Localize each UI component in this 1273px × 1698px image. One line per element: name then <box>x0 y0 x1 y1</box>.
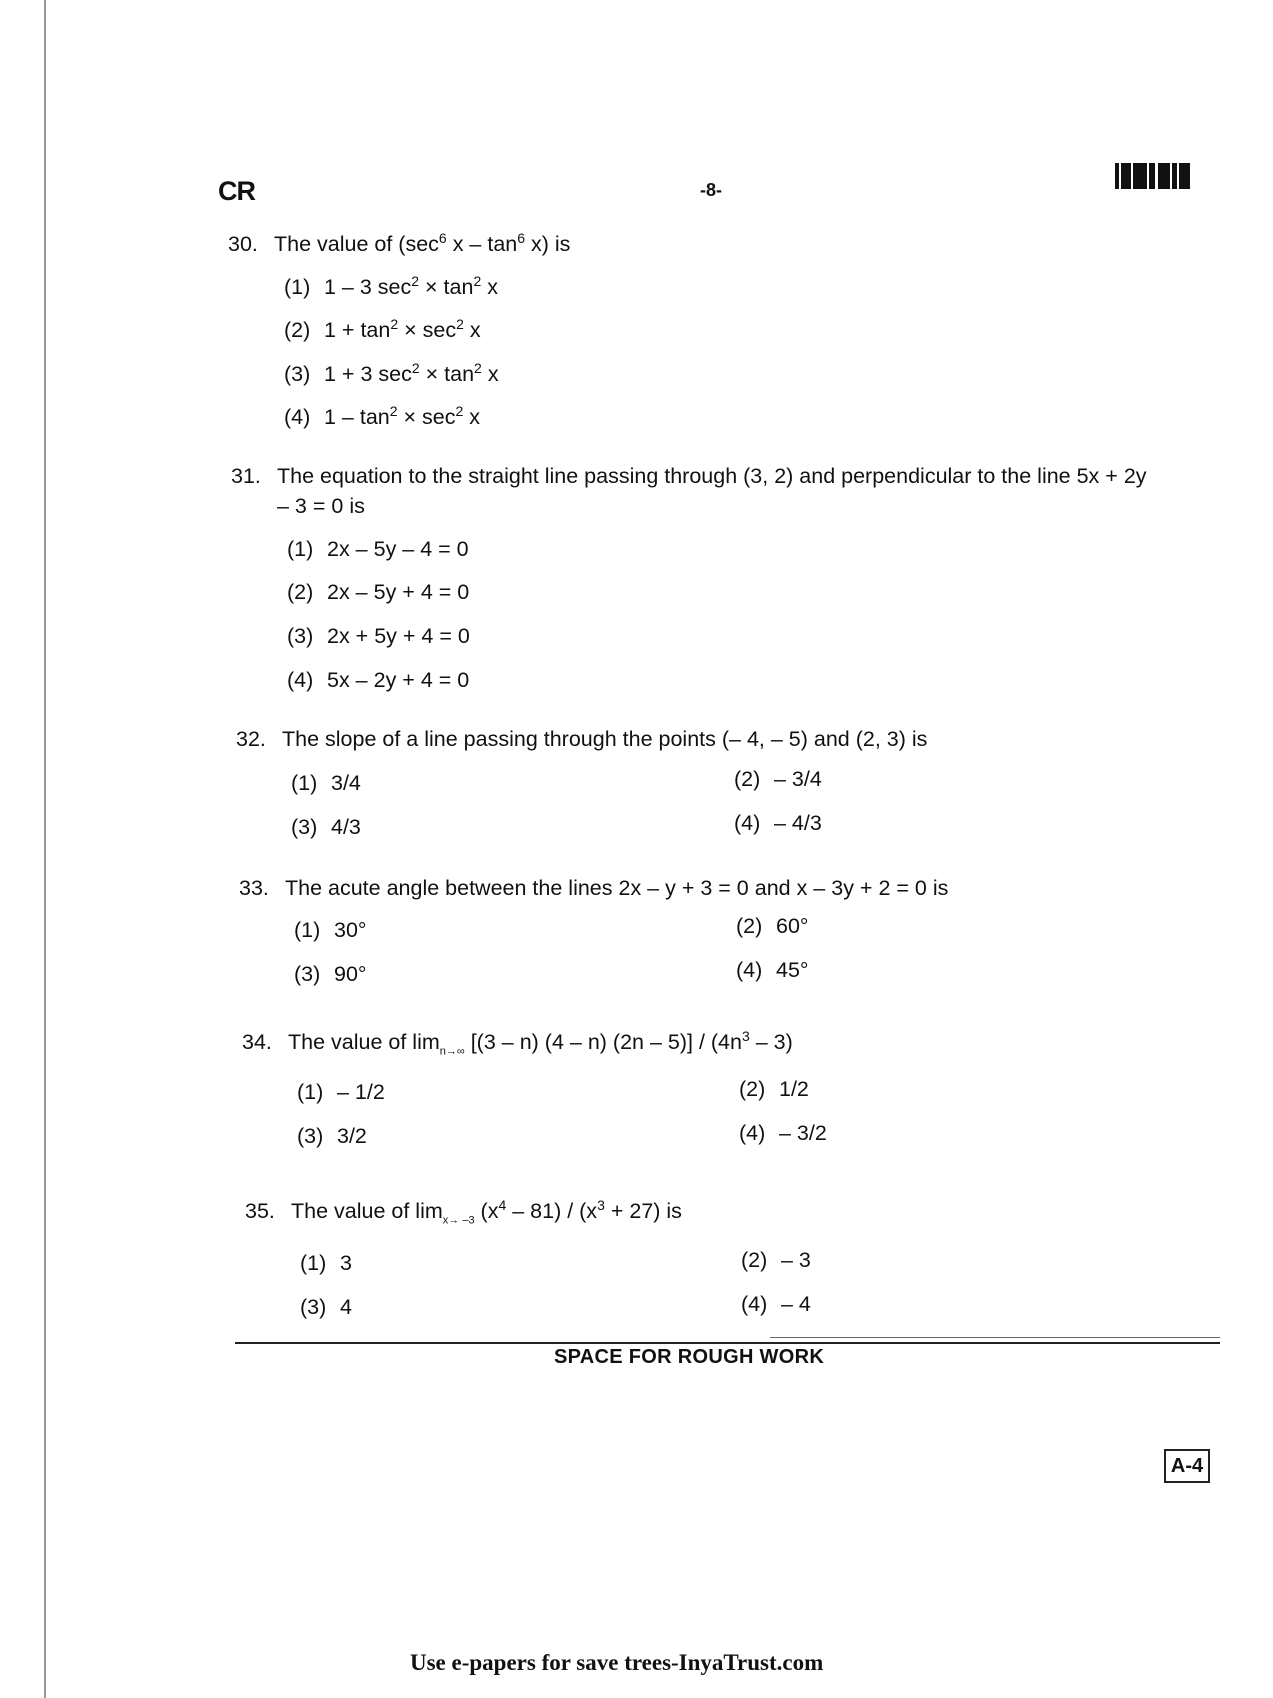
question-30 <box>228 229 1188 259</box>
option: (2) – 3/4 <box>734 767 822 791</box>
option: (1) 30° <box>294 918 367 942</box>
rough-work-heading: SPACE FOR ROUGH WORK <box>554 1346 825 1368</box>
question-stem: The equation to the straight line passing through (3, 2) and perpendicular to the line 5x + 2y – 3 = 0 is <box>277 464 1147 518</box>
option: (2) 2x – 5y + 4 = 0 <box>287 580 470 604</box>
option: (4) – 3/2 <box>739 1121 827 1145</box>
question-number: 33. <box>239 876 269 900</box>
page-tag: A-4 <box>1164 1449 1210 1483</box>
option: (1) 2x – 5y – 4 = 0 <box>287 537 469 561</box>
option: (1) 1 – 3 $\sec^2 \times \tan^2 x$ <box>284 272 498 299</box>
option: (2) 60° <box>736 914 809 938</box>
question-number: 34. <box>242 1030 272 1054</box>
option: (3) 2x + 5y + 4 = 0 <box>287 624 470 648</box>
page-code: CR <box>218 176 255 206</box>
option: (1) – 1/2 <box>297 1080 385 1104</box>
option: (2) 1/2 <box>739 1077 809 1101</box>
option: (4) 5x – 2y + 4 = 0 <box>287 668 470 692</box>
question-number: 35. <box>245 1199 275 1223</box>
question-35 <box>245 1196 1205 1226</box>
question-number: 31. <box>231 464 261 488</box>
option: (3) 4 <box>300 1295 352 1319</box>
footer-text: Use e-papers for save trees-InyaTrust.com <box>410 1650 824 1675</box>
option: (1) 3 <box>300 1251 352 1275</box>
question-33 <box>239 873 1199 903</box>
question-32 <box>236 724 1196 754</box>
option: (2) $1 + \tan^2 \times \sec^2 x$ <box>284 315 481 342</box>
barcode-mark <box>1115 163 1190 189</box>
option: (3) 4/3 <box>291 815 361 839</box>
question-number: 30. <box>228 232 258 256</box>
divider <box>235 1342 1220 1344</box>
option: (4) – 4/3 <box>734 811 822 835</box>
question-stem: The slope of a line passing through the points (– 4, – 5) and (2, 3) is <box>282 727 928 751</box>
option: (3) 3/2 <box>297 1124 367 1148</box>
question-stem: The value of $\lim_{x\to -3} (x^4 - 81) / (x^3 + 27)$ is <box>291 1196 682 1227</box>
question-number: 32. <box>236 727 266 751</box>
binding-edge <box>44 0 46 1698</box>
option: (4) $1 - \tan^2 \times \sec^2 x$ <box>284 402 481 429</box>
option: (1) 3/4 <box>291 771 361 795</box>
option: (3) 1 + 3 $\sec^2 \times \tan^2 x$ <box>284 359 499 386</box>
divider <box>770 1337 1220 1338</box>
option: (3) 90° <box>294 962 367 986</box>
option: (4) – 4 <box>741 1292 811 1316</box>
question-34 <box>242 1027 1202 1057</box>
page-number: -8- <box>700 180 722 200</box>
option: (2) – 3 <box>741 1248 811 1272</box>
question-stem: The acute angle between the lines 2x – y + 3 = 0 and x – 3y + 2 = 0 is <box>285 876 949 900</box>
question-31 <box>231 461 1161 521</box>
question-stem: The value of $\lim_{n\to\infty} [(3 - n)$ (4 – n) $(2n - 5)] / (4n^3 - 3)$ <box>288 1027 793 1058</box>
option: (4) 45° <box>736 958 809 982</box>
question-stem: The value of ($\sec^6$ x – $\tan^6 x$) is <box>274 229 571 256</box>
